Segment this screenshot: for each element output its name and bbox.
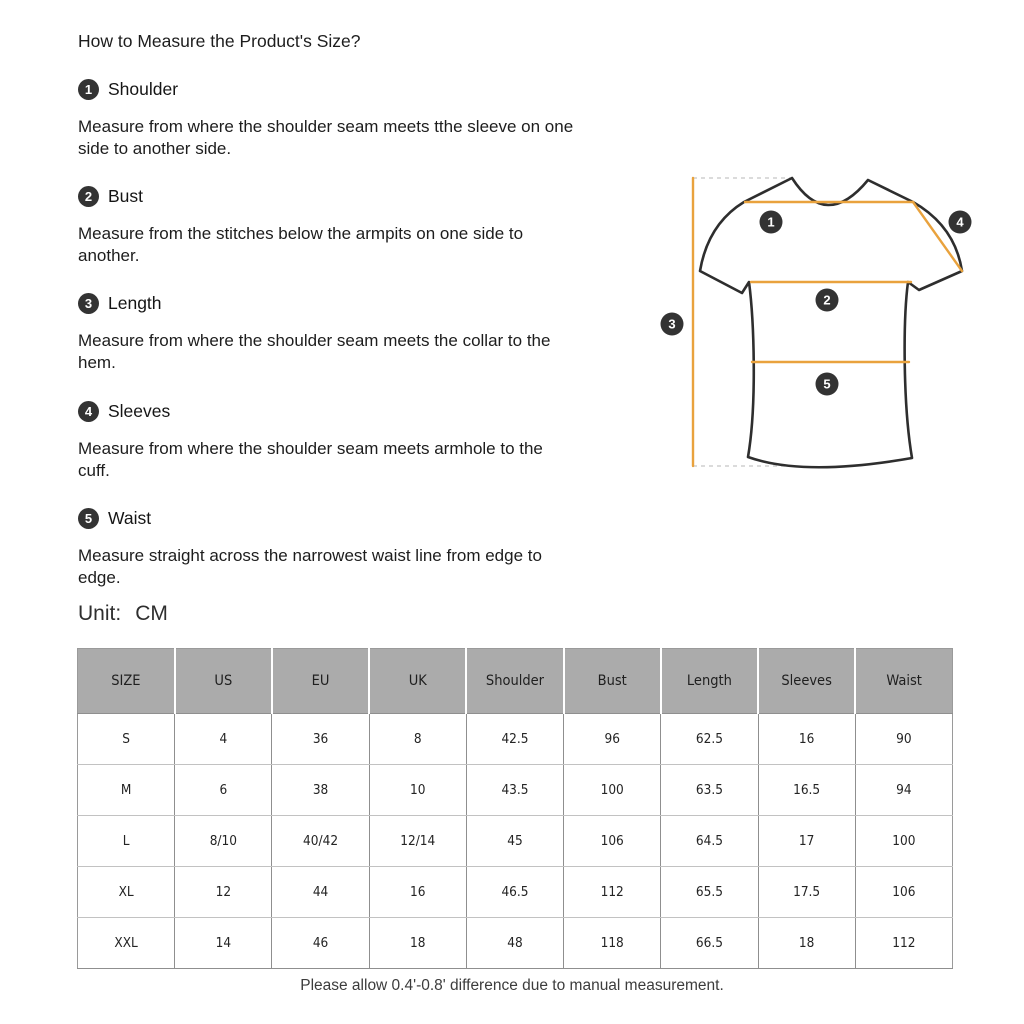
- table-cell: L: [78, 816, 175, 867]
- tshirt-outline: [700, 178, 962, 467]
- table-row: [78, 714, 953, 765]
- table-cell: 16: [758, 714, 855, 765]
- table-cell: XXL: [78, 918, 175, 969]
- unit-label: Unit:: [78, 602, 122, 625]
- tshirt-measurement-diagram: [640, 160, 1024, 490]
- table-row: [78, 918, 953, 969]
- table-cell: 40/42: [272, 816, 369, 867]
- table-row: [78, 867, 953, 918]
- svg-text:5: 5: [823, 376, 831, 392]
- table-cell: 12: [175, 867, 272, 918]
- table-cell: 43.5: [466, 765, 563, 816]
- table-cell: 112: [564, 867, 661, 918]
- column-header: EU: [272, 649, 369, 714]
- size-table-body: [78, 714, 953, 969]
- table-cell: XL: [78, 867, 175, 918]
- guide-item-bust: [78, 186, 143, 207]
- table-cell: 16.5: [758, 765, 855, 816]
- guide-desc-shoulder: Measure from where the shoulder seam meets tthe sleeve on one side to another side.: [78, 117, 574, 158]
- table-row: [78, 765, 953, 816]
- table-cell: 90: [855, 714, 952, 765]
- number-badge-4: 4: [78, 401, 99, 422]
- table-cell: 44: [272, 867, 369, 918]
- table-cell: 18: [758, 918, 855, 969]
- table-cell: 94: [855, 765, 952, 816]
- column-header: Waist: [855, 649, 952, 714]
- table-cell: 17.5: [758, 867, 855, 918]
- size-table-header-row: [78, 649, 953, 714]
- page-title: How to Measure the Product's Size?: [78, 31, 361, 51]
- table-cell: 18: [369, 918, 466, 969]
- table-cell: 17: [758, 816, 855, 867]
- table-cell: 12/14: [369, 816, 466, 867]
- table-cell: 38: [272, 765, 369, 816]
- table-cell: 112: [855, 918, 952, 969]
- size-table-head: [78, 649, 953, 714]
- svg-text:1: 1: [767, 214, 775, 230]
- table-cell: 62.5: [661, 714, 758, 765]
- guide-desc-bust: Measure from the stitches below the armpits on one side to another.: [78, 224, 524, 265]
- diagram-marker-5: [816, 373, 839, 396]
- table-cell: 42.5: [466, 714, 563, 765]
- table-cell: M: [78, 765, 175, 816]
- table-cell: S: [78, 714, 175, 765]
- svg-text:3: 3: [668, 316, 676, 332]
- table-cell: 14: [175, 918, 272, 969]
- number-badge-3: 3: [78, 293, 99, 314]
- table-cell: 96: [564, 714, 661, 765]
- table-cell: 48: [466, 918, 563, 969]
- table-cell: 46: [272, 918, 369, 969]
- unit-label-line: [78, 602, 168, 626]
- table-cell: 66.5: [661, 918, 758, 969]
- table-cell: 118: [564, 918, 661, 969]
- table-cell: 46.5: [466, 867, 563, 918]
- unit-value: CM: [135, 602, 168, 625]
- column-header: Shoulder: [466, 649, 563, 714]
- table-cell: 8: [369, 714, 466, 765]
- guide-item-length: [78, 293, 162, 314]
- guide-heading-bust: Bust: [108, 186, 144, 206]
- table-cell: 16: [369, 867, 466, 918]
- column-header: UK: [369, 649, 466, 714]
- guide-desc-sleeves: Measure from where the shoulder seam meets armhole to the cuff.: [78, 439, 543, 480]
- guide-item-waist: [78, 508, 151, 529]
- diagram-marker-4: [949, 211, 972, 234]
- table-cell: 65.5: [661, 867, 758, 918]
- table-cell: 36: [272, 714, 369, 765]
- column-header: Bust: [564, 649, 661, 714]
- table-cell: 8/10: [175, 816, 272, 867]
- measurement-disclaimer: Please allow 0.4'-0.8' difference due to manual measurement.: [300, 977, 724, 994]
- diagram-marker-3: [661, 313, 684, 336]
- svg-text:4: 4: [956, 214, 964, 230]
- table-row: [78, 816, 953, 867]
- table-cell: 45: [466, 816, 563, 867]
- number-badge-1: 1: [78, 79, 99, 100]
- guide-heading-length: Length: [108, 293, 162, 313]
- guide-desc-waist: Measure straight across the narrowest waist line from edge to edge.: [78, 546, 542, 587]
- size-table: [77, 648, 953, 969]
- column-header: Length: [661, 649, 758, 714]
- table-cell: 6: [175, 765, 272, 816]
- table-cell: 100: [564, 765, 661, 816]
- table-cell: 100: [855, 816, 952, 867]
- number-badge-2: 2: [78, 186, 99, 207]
- number-badge-5: 5: [78, 508, 99, 529]
- svg-text:2: 2: [823, 292, 831, 308]
- guide-item-shoulder: [78, 79, 178, 100]
- guide-heading-waist: Waist: [108, 508, 152, 528]
- table-cell: 63.5: [661, 765, 758, 816]
- table-cell: 4: [175, 714, 272, 765]
- column-header: Sleeves: [758, 649, 855, 714]
- table-cell: 106: [564, 816, 661, 867]
- guide-heading-sleeves: Sleeves: [108, 401, 171, 421]
- diagram-marker-1: [760, 211, 783, 234]
- guide-desc-length: Measure from where the shoulder seam meets the collar to the hem.: [78, 331, 551, 372]
- table-cell: 106: [855, 867, 952, 918]
- guide-item-sleeves: [78, 401, 170, 422]
- table-cell: 64.5: [661, 816, 758, 867]
- column-header: US: [175, 649, 272, 714]
- diagram-marker-2: [816, 289, 839, 312]
- table-cell: 10: [369, 765, 466, 816]
- column-header: SIZE: [78, 649, 175, 714]
- guide-heading-shoulder: Shoulder: [108, 79, 179, 99]
